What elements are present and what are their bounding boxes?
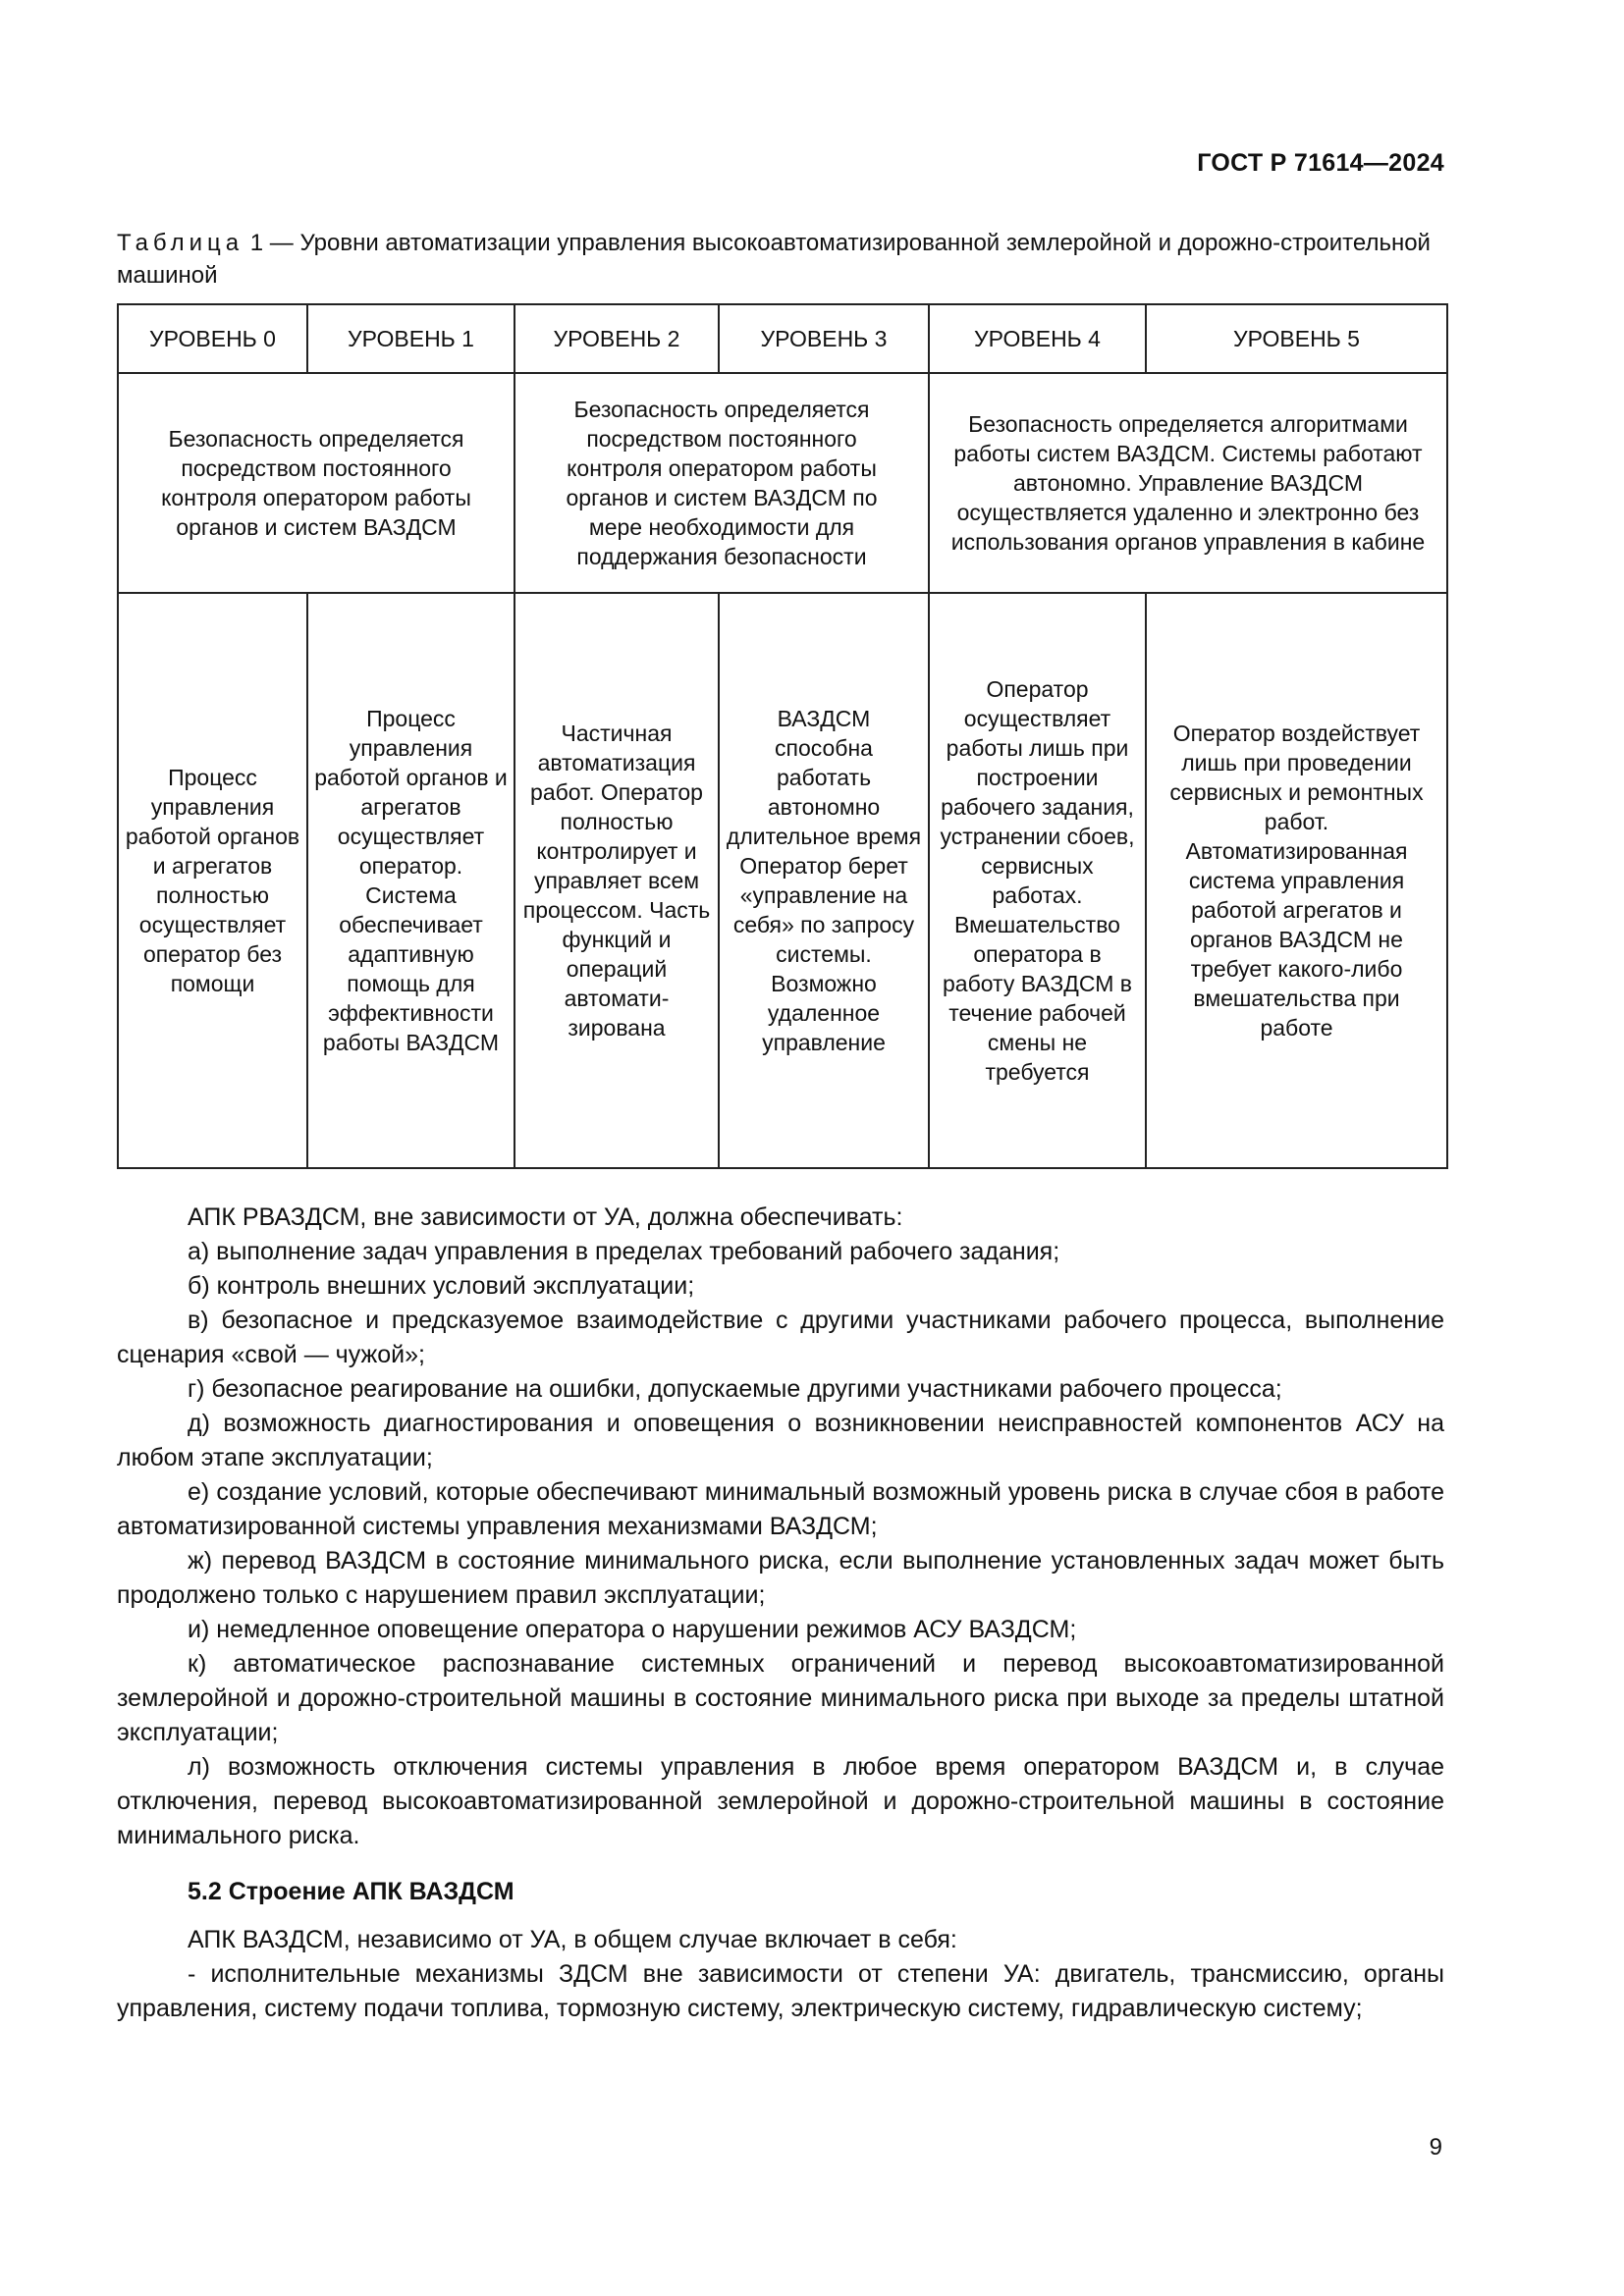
level-0-description: Процесс управления работой органов и агрегатов полностью осуществляет оператор без помощи bbox=[118, 593, 307, 1168]
level-3-header: УРОВЕНЬ 3 bbox=[719, 304, 929, 373]
section-heading: 5.2 Строение АПК ВАЗДСМ bbox=[188, 1878, 514, 1905]
requirement-item: д) возможность диагностирования и оповещения о возникновении неисправностей компонентов АСУ на любом этапе эксплуатации; bbox=[117, 1410, 1444, 1471]
table-header-row bbox=[118, 304, 1447, 373]
body-text bbox=[117, 1201, 1444, 2026]
requirement-item: г) безопасное реагирование на ошибки, допускаемые другими участниками рабочего процесса; bbox=[188, 1375, 1282, 1403]
level-4-description: Оператор осуществляет работы лишь при построении рабочего задания, устранении сбоев, сервисных работах. Вмешательство оператора в работу ВАЗДСМ в течение рабочей смены не требуется bbox=[929, 593, 1146, 1168]
level-5-header: УРОВЕНЬ 5 bbox=[1146, 304, 1447, 373]
requirement-item: к) автоматическое распознавание системных ограничений и перевод высокоавтоматизированной землеройной и дорожно-строительной машины в состояние минимального риска при выходе за пределы штатной эксплуатации; bbox=[117, 1650, 1444, 1746]
safety-group-levels-4-5: Безопасность определяется алгоритмами работы систем ВАЗДСМ. Системы работают автономно. Управление ВАЗДСМ осуществляется удаленно и электронно без использования органов управления в кабине bbox=[929, 373, 1447, 593]
table-caption bbox=[117, 227, 1444, 292]
requirement-item: е) создание условий, которые обеспечивают минимальный возможный уровень риска в случае сбоя в работе автоматизированной системы управления механизмами ВАЗДСМ; bbox=[117, 1478, 1444, 1540]
safety-group-levels-2-3: Безопасность определяется посредством постоянного контроля оператором работы органов и систем ВАЗДСМ по мере необходимости для поддержания безопасности bbox=[514, 373, 929, 593]
document-id: ГОСТ Р 71614—2024 bbox=[1197, 149, 1444, 177]
level-4-header: УРОВЕНЬ 4 bbox=[929, 304, 1146, 373]
level-3-description: ВАЗДСМ способна работать автономно длительное время Оператор берет «управление на себя» по запросу системы. Возможно удаленное управление bbox=[719, 593, 929, 1168]
section-intro: АПК ВАЗДСМ, независимо от УА, в общем случае включает в себя: bbox=[188, 1926, 957, 1953]
requirement-item: б) контроль внешних условий эксплуатации; bbox=[188, 1272, 695, 1300]
automation-levels-table bbox=[117, 303, 1448, 1169]
level-5-description: Оператор воздействует лишь при проведении сервисных и ремонтных работ. Автоматизированная система управления работой агрегатов и органов ВАЗДСМ не требует какого-либо вмешательства при работе bbox=[1146, 593, 1447, 1168]
level-2-header: УРОВЕНЬ 2 bbox=[514, 304, 719, 373]
page-number: 9 bbox=[1429, 2134, 1442, 2161]
level-0-header: УРОВЕНЬ 0 bbox=[118, 304, 307, 373]
table-caption-label: Таблица bbox=[117, 230, 244, 256]
requirement-item: а) выполнение задач управления в пределах требований рабочего задания; bbox=[188, 1238, 1060, 1265]
requirement-item: л) возможность отключения системы управления в любое время оператором ВАЗДСМ и, в случае отключения, перевод высокоавтоматизированной землеройной и дорожно-строительной машины в состояние минимального риска. bbox=[117, 1753, 1444, 1849]
level-2-description: Частичная автоматизация работ. Оператор полностью контролирует и управляет всем процессом. Часть функций и операций автомати-зирована bbox=[514, 593, 719, 1168]
level-1-header: УРОВЕНЬ 1 bbox=[307, 304, 514, 373]
safety-group-levels-0-1: Безопасность определяется посредством постоянного контроля оператором работы органов и систем ВАЗДСМ bbox=[118, 373, 514, 593]
requirement-item: в) безопасное и предсказуемое взаимодействие с другими участниками рабочего процесса, выполнение сценария «свой — чужой»; bbox=[117, 1307, 1444, 1368]
requirement-item: ж) перевод ВАЗДСМ в состояние минимального риска, если выполнение установленных задач может быть продолжено только с нарушением правил эксплуатации; bbox=[117, 1547, 1444, 1609]
requirement-item: и) немедленное оповещение оператора о нарушении режимов АСУ ВАЗДСМ; bbox=[188, 1616, 1077, 1643]
requirements-intro: АПК РВАЗДСМ, вне зависимости от УА, должна обеспечивать: bbox=[188, 1203, 903, 1231]
table-description-row bbox=[118, 593, 1447, 1168]
level-1-description: Процесс управления работой органов и агрегатов осуществляет оператор. Система обеспечивает адаптивную помощь для эффективности работы ВАЗДСМ bbox=[307, 593, 514, 1168]
table-caption-text: 1 — Уровни автоматизации управления высокоавтоматизированной землеройной и дорожно-строительной машиной bbox=[117, 230, 1431, 289]
section-item: - исполнительные механизмы ЗДСМ вне зависимости от степени УА: двигатель, трансмиссию, органы управления, систему подачи топлива, тормозную систему, электрическую систему, гидравлическую систему; bbox=[117, 1960, 1444, 2022]
table-safety-row bbox=[118, 373, 1447, 593]
